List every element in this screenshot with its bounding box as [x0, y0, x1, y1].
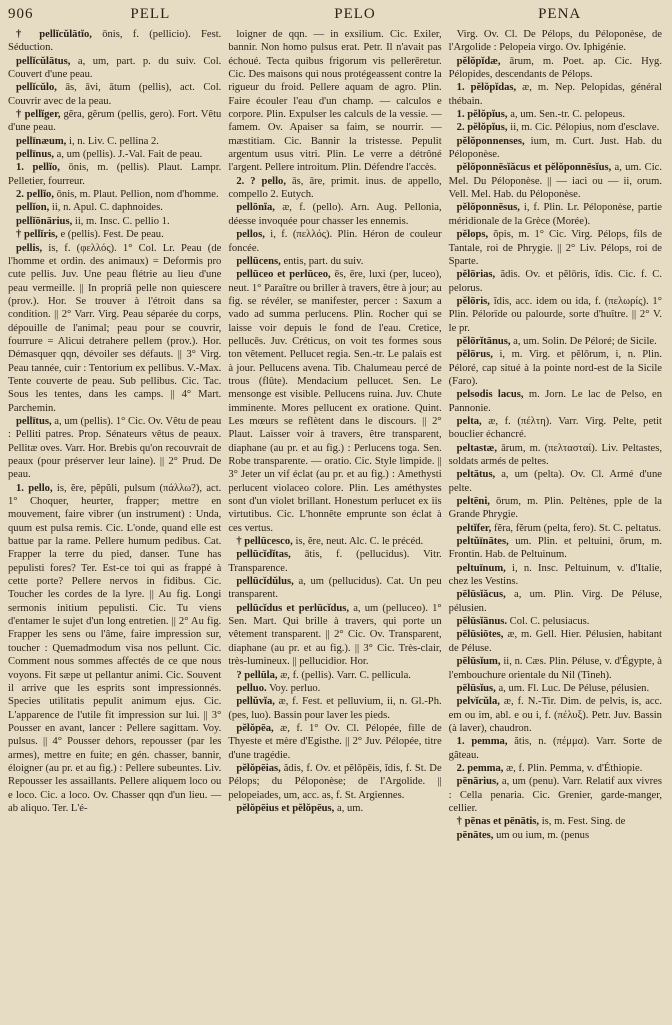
entry-definition: a, um (pelluceo). 1° Sen. Mart. Qui brille à travers, qui porte un vêtement transparent. || 2° Cic. Ov. Transparent, diaphane (au pr. et au fig.). || 3° Cic. Très-clair, très-lumineux. || pellucidior. Hor. — [228, 602, 442, 668]
dictionary-entry — [8, 161, 221, 188]
entry-definition: æ, f. 1° Ov. Cl. Pélopée, fille de Thyeste et mère d'Egisthe. || 2° Juv. Pélopée, titre d'une tragédie. — [228, 722, 442, 761]
dictionary-entry — [228, 762, 441, 802]
entry-headword: pellos, — [236, 229, 265, 241]
dictionary-entry — [449, 468, 662, 495]
entry-definition: i, f. Plin. Lr. Péloponèse, partie méridionale de la Grèce (Morée). — [448, 202, 662, 227]
dictionary-entry — [8, 215, 221, 228]
dictionary-entry — [449, 108, 662, 121]
entry-headword: 1. pello, — [16, 482, 53, 494]
entry-headword: peltŭīnātes, — [456, 536, 509, 548]
entry-headword: pĕlōrĭtānus, — [456, 335, 511, 347]
entry-definition: ii, n. Cæs. Plin. Péluse, v. d'Égypte, à l'embouchure orientale du Nil (Tineh). — [448, 656, 662, 681]
dictionary-entry — [449, 588, 662, 615]
entry-headword: 1. pĕlŏpĭdas, — [456, 82, 517, 94]
entry-definition: a, um (penu). Varr. Relatif aux vivres : Cella penaria. Cic. Grenier, garde-manger, cellier. — [448, 776, 662, 814]
dictionary-entry — [449, 442, 662, 469]
dictionary-entry — [449, 415, 662, 442]
dictionary-entry — [449, 762, 662, 775]
dictionary-entry — [228, 535, 441, 548]
column-3 — [449, 28, 662, 842]
dictionary-entry — [228, 268, 441, 535]
entry-definition: ōnis, m. (pellis). Plaut. Lampr. Pelletier, fourreur. — [8, 162, 222, 187]
entry-headword: † pellĭris, — [16, 229, 58, 241]
entry-definition: ātis, f. (pellucidus). Vitr. Transparence. — [228, 549, 442, 574]
entry-headword: pēlūsiōtes, — [456, 629, 504, 641]
dictionary-entry — [449, 348, 662, 388]
dictionary-entry — [228, 602, 441, 669]
entry-definition: ium, m. Curt. Just. Hab. du Péloponèse. — [448, 135, 662, 161]
entry-definition: e (pellis). Fest. De peau. — [60, 229, 164, 241]
dictionary-entry — [8, 135, 221, 148]
entry-definition: a, um, part. p. du suiv. Col. Couvert d'une peau. — [8, 55, 222, 81]
entry-definition: gĕra, gĕrum (pellis, gero). Fort. Vêtu d'une peau. — [8, 109, 222, 134]
dictionary-entry — [8, 201, 221, 214]
entry-definition: a, um. Fl. Luc. De Péluse, pélusien. — [498, 682, 650, 694]
entry-headword: pĕlŏpēa, — [236, 722, 274, 734]
entry-headword: 1. pemma, — [456, 736, 508, 748]
dictionary-entry — [449, 682, 662, 695]
entry-headword: pellūcĭdus et perlūcĭdus, — [236, 602, 350, 614]
entry-headword: pellĭcŭlo, — [16, 82, 57, 94]
entry-headword: pellīnæum, — [16, 135, 67, 147]
entry-headword: pĕlŏponnenses, — [456, 135, 525, 147]
entry-definition: ārum, m. (πελτασταί). Liv. Peltastes, soldats armés de peltes. — [448, 442, 662, 467]
dictionary-entry — [449, 695, 662, 735]
entry-headword: † pellĭger, — [16, 109, 61, 121]
entry-headword: pelvĭcŭla, — [456, 696, 500, 708]
entry-headword: pellĭōnārius, — [16, 215, 73, 227]
dictionary-entry — [449, 815, 662, 828]
running-head-middle: PELO — [334, 6, 376, 22]
entry-definition: is, ĕre, neut. Alc. C. le précéd. — [295, 536, 424, 548]
entry-headword: † pellĭcŭlātĭo, — [16, 29, 92, 40]
dictionary-entry — [449, 295, 662, 335]
dictionary-entry — [8, 482, 221, 816]
dictionary-entry — [8, 28, 221, 55]
entry-definition: æ, f. (pellis). Varr. C. pellicula. — [280, 669, 411, 681]
entry-definition: ārum, m. Poet. ap. Cic. Hyg. Pélopides, descendants de Pélops. — [448, 55, 662, 81]
dictionary-entry — [8, 148, 221, 161]
entry-headword: 1. pellĭo, — [16, 162, 60, 174]
entry-definition: a, um (pelta). Ov. Cl. Armé d'une pelte. — [448, 469, 662, 494]
entry-headword: peltēni, — [456, 496, 490, 508]
dictionary-entry — [449, 775, 662, 815]
entry-definition: æ, f. N.-Tir. Dim. de pelvis, is, acc. em ou im, abl. e ou i, f. (πέλυξ). Petr. Juv. Bassin (à laver), chaudron. — [448, 696, 662, 734]
entry-headword: peltātus, — [456, 469, 496, 481]
dictionary-entry — [449, 228, 662, 268]
entry-definition: ōnis, f. (pellicio). Fest. Séduction. — [8, 29, 222, 54]
entry-headword: pelluo. — [236, 682, 267, 694]
entry-definition: Voy. perluo. — [269, 682, 321, 694]
entry-headword: peltuīnum, — [456, 562, 506, 574]
dictionary-entry — [449, 628, 662, 655]
entry-headword: pellōnĭa, — [236, 202, 275, 214]
entry-definition: æ, m. Nep. Pelopidas, général thébain. — [448, 82, 662, 107]
entry-headword: pellūcens, — [236, 255, 281, 267]
entry-definition: æ, f. Plin. Pemma, v. d'Éthiopie. — [506, 762, 643, 774]
entry-headword: pĕlops, — [456, 229, 489, 241]
dictionary-entry — [228, 802, 441, 815]
entry-definition: ii, m. Insc. C. pellio 1. — [74, 215, 170, 227]
entry-headword: 2. ? pello, — [236, 175, 286, 187]
entry-definition: ădis. Ov. et pĕlōris, ĭdis. Cic. f. C. pelorus. — [448, 269, 662, 294]
entry-definition: ōnis, m. Plaut. Pellion, nom d'homme. — [56, 189, 219, 201]
entry-definition: æ, m. Gell. Hier. Pélusien, habitant de Péluse. — [448, 629, 662, 654]
entry-definition: is, ĕre, pĕpŭli, pulsum (πάλλω?), act. 1° Choquer, heurter, frapper; mettre en mouvement, faire vibrer (un instrument) : Unda, quum est pulsa remis. Cic. L'onde, quand elle est battue par la rame. Pellere humum pedibus. Cat. Frapper la terre du pied, danser. Tune has pepulisti fores? Ter. Est-ce toi qui as frappé à cette porte? Pellere nervos in fidibus. Cic. Toucher les cordes de la lyre. || Au fig. Longi sermonis initium pepulisti. Cic. Tu viens d'entamer le sujet d'un long entretien. || 2° Au fig. Frapper les sens ou l'âme, faire impression sur, toucher : Quemadmodum visa nos pellunt. Cic. Comment nous sommes affectés de ce que nous voyons. Fit sæpe ut pellantur animi. Cic. Souvent il arrive que les esprits sont impressionnés. Species utilitatis pepulit animum ejus. Cic. L'apparence de l'utile fit impression sur lui. || 3° Pousser en avant, lancer : Pellere sagittam. Voy. pulsus. || 4° Pousser dehors, repousser (par les armes), mettre en fuite; en gén. chasser, bannir, éloigner (au pr. et au fig.) : Pellere subeuntes. Liv. Repousser les assaillants. Pellere aliquem loco ou e loco. Cic. a loco. Ov. Chasser qqn d'un lieu. — ab aliquo. Ter. L'é- — [8, 482, 222, 814]
entry-headword: pēlūsĭăcus, — [456, 589, 506, 601]
entry-headword: pelta, — [456, 415, 482, 427]
entry-definition: æ, f. (pello). Arn. Aug. Pellonia, déesse invoquée pour chasser les ennemis. — [228, 202, 442, 227]
dictionary-entry — [449, 388, 662, 415]
dictionary-entry — [228, 575, 441, 602]
dictionary-entry — [228, 201, 441, 228]
dictionary-entry — [8, 81, 221, 108]
entry-headword: 2. pellĭo, — [16, 189, 54, 201]
entry-headword: pĕlŏpēius et pĕlŏpēus, — [236, 802, 335, 814]
entry-definition: i, f. (πελλός). Plin. Héron de couleur foncée. — [228, 229, 442, 254]
entry-definition: a, um (pellis). J.-Val. Fait de peau. — [56, 149, 203, 161]
dictionary-entry — [449, 735, 662, 762]
entry-headword: pellĭon, — [16, 202, 50, 214]
column-2 — [228, 28, 441, 842]
running-head-left: PELL — [130, 6, 171, 22]
entry-headword: pēlūsĭus, — [456, 682, 496, 694]
entry-definition: i, m. Virg. et pĕlōrum, i, n. Plin. Péloré, cap situé à la pointe nord-est de la Sicile (Faro). — [448, 349, 662, 387]
entry-definition: loigner de qqn. — in exsilium. Cic. Exiler, bannir. Non homo pulsus erat. Petr. Il n'avait pas échoué. Tecta quibus frigorum vis pellerēretur. Cic. Des maisons qui nous protégeassent contre la rigueur du froid. Pellere aquam de agro. Plin. Faire écouler l'eau d'un champ. — calculos e corpore. Plin. Expulser les calculs de la vessie. — famem. Ov. Apaiser sa faim, se nourrir. — mæstitiam. Cic. Bannir la tristesse. Pepulit argentum usus vitri. Plin. Le verre a détrôné l'argent. Pellere introitum. Plin. Défendre l'accès. — [228, 29, 442, 174]
dictionary-entry — [228, 695, 441, 722]
dictionary-entry — [449, 268, 662, 295]
entry-headword: pellūcĭdŭlus, — [236, 576, 294, 588]
entry-definition: a, um. Plin. Virg. De Péluse, pélusien. — [448, 589, 662, 614]
dictionary-entry — [449, 522, 662, 535]
entry-definition: is, f. (φελλός). 1° Col. Lr. Peau (de l'homme et ordin. des animaux) = Deformis pro cute pellis. Juv. Une peau flétrie au lieu d'une peau vermeille. || In propriā pelle non quiescere (prov.). Hor. Se trouver à l'étroit dans sa condition. || 2° Varr. Virg. Peau séparée du corps, dépouille de l'animal; peau pour se couvrir, fourrure = Alicui detrahere pellem (prov.). Hor. Démasquer qqn, dévoiler ses défauts. || 3° Virg. Peau tannée, cuir : Tentorium ex pellibus. V.-Max. Tente couverte de peau. Sub pellibus. Cic. Tac. Sous les tentes, dans les camps. || 4° Mart. Parchemin. — [8, 242, 222, 414]
entry-definition: Virg. Ov. Cl. De Pélops, du Péloponèse, de l'Argolide : Pelopeia virgo. Ov. Iphigénie. — [448, 29, 662, 54]
dictionary-entry — [8, 415, 221, 482]
entry-headword: pellūceo et perlūceo, — [236, 269, 331, 281]
entry-definition: um ou ium, m. (penus — [496, 829, 590, 841]
entry-headword: 2. pemma, — [456, 762, 504, 774]
entry-definition: Col. C. pelusiacus. — [509, 616, 590, 628]
entry-headword: pellītus, — [16, 415, 52, 427]
dictionary-entry — [8, 108, 221, 135]
entry-headword: pēlūsĭum, — [456, 656, 501, 668]
dictionary-entry — [8, 242, 221, 415]
entry-headword: pĕlōris, — [456, 295, 490, 307]
entry-headword: pellīnus, — [16, 149, 54, 161]
entry-definition: i, n. Insc. Peltuinum, v. d'Italie, chez les Vestins. — [448, 562, 662, 588]
dictionary-entry — [228, 722, 441, 762]
dictionary-entry — [228, 28, 441, 175]
entry-headword: 1. pĕlŏpĭus, — [456, 109, 508, 121]
entry-headword: peltastæ, — [456, 442, 497, 454]
entry-definition: ătis, n. (πέμμα). Varr. Sorte de gâteau. — [448, 736, 662, 761]
entry-headword: pellis, — [16, 242, 43, 254]
entry-definition: a, um. — [337, 802, 364, 814]
dictionary-entry — [449, 135, 662, 162]
dictionary-entry — [449, 335, 662, 348]
entry-definition: ii, m. Cic. Pélopius, nom d'esclave. — [510, 122, 660, 134]
dictionary-entry — [228, 682, 441, 695]
entry-headword: pellūcĭdĭtas, — [236, 549, 291, 561]
entry-definition: a, um. Solin. De Péloré; de Sicile. — [513, 335, 657, 347]
dictionary-entry — [449, 562, 662, 589]
entry-definition: ōrum, m. Plin. Peltènes, pple de la Grande Phrygie. — [448, 496, 662, 521]
entry-definition: æ, f. Fest. et pelluvium, ii, n. Gl.-Ph. (pes, luo). Bassin pour laver les pieds. — [228, 696, 442, 721]
entry-definition: a, um. Sen.-tr. C. pelopeus. — [510, 109, 626, 121]
running-head-right: PENA — [538, 6, 582, 22]
entry-headword: pēnātes, — [456, 829, 494, 841]
dictionary-entry — [449, 535, 662, 562]
entry-headword: 2. pĕlŏpĭus, — [456, 122, 508, 134]
entry-headword: pĕlŏpĭdæ, — [456, 55, 501, 67]
entry-definition: ădis, f. Ov. et pĕlŏpēis, ĭdis, f. St. De Pélops; du Péloponèse; de l'Argolide. || pelopeiades, um, acc. as, f. St. Argiennes. — [228, 762, 442, 801]
entry-definition: fĕra, fĕrum (pelta, fero). St. C. peltatus. — [493, 522, 662, 534]
column-1 — [8, 28, 221, 842]
entry-headword: † pēnas et pēnātis, — [456, 816, 540, 828]
entry-headword: pĕlŏponnēsĭăcus et pĕlŏponnēsĭus, — [456, 162, 612, 174]
entry-definition: a, um (pellucidus). Cat. Un peu transparent. — [228, 576, 442, 601]
page-header — [8, 6, 662, 26]
dictionary-entry — [449, 655, 662, 682]
entry-definition: æ, f. (πέλτη). Varr. Virg. Pelte, petit bouclier échancré. — [448, 415, 662, 441]
entry-definition: ās, āvi, ātum (pellis), act. Col. Couvrir avec de la peau. — [8, 82, 222, 107]
dictionary-entry — [8, 188, 221, 201]
entry-definition: ēs, ēre, luxi (per, luceo), neut. 1° Paraître ou briller à travers, être à jour; au fig. se révéler, se manifester, percer : Saxum a vado ad summa perlucens. Plin. Rocher qui se laisse voir depuis le fond de l'eau. Cretice, pellucēs. Juv. Créticus, on voit tes formes sous ton vêtement. Pellucet regia. Sen.-tr. Le palais est à jour. Pellucens avena. Tib. Chalumeau percé de trous (flûte). Mendacium pellucet. Sen. Le mensonge est visible. Pellucens ruina. Juv. Chute imminente. Mores pellucent ex oratione. Quint. Les mœurs se reflètent dans le discours. || 2° Plaut. Laisser voir à travers, être transparent, diaphane (au pr. et au fig.) : Perlucens toga. Sen. Robe transparente. — oratio. Cic. Style limpide. || 3° Jeter un vif éclat (au pr. et au fig.) : Amethysti perlucent violaceo colore. Plin. Les améthystes sont d'un violet brillant. Honestum perlucet ex iis virtutibus. Cic. L'honnête emprunte son éclat à ces vertus. — [228, 269, 442, 534]
entry-definition: ii, n. Apul. C. daphnoides. — [51, 202, 163, 214]
entry-definition: is, m. Fest. Sing. de — [541, 816, 626, 828]
entry-headword: pelsodis lacus, — [456, 389, 524, 401]
dictionary-entry — [449, 615, 662, 628]
dictionary-entry — [449, 201, 662, 228]
dictionary-entry — [228, 669, 441, 682]
dictionary-entry — [449, 55, 662, 82]
dictionary-entry — [449, 121, 662, 134]
entry-headword: † pellūcesco, — [236, 536, 293, 548]
entry-definition: a, um (pellis). 1° Cic. Ov. Vêtu de peau : Pelliti patres. Prop. Sénateurs vêtus de peaux. Pellitæ oves. Varr. Hor. Brebis qu'on recouvrait de peaux (pour préserver leur laine). || 2° Prud. De peau. — [8, 415, 222, 481]
dictionary-entry — [228, 175, 441, 202]
dictionary-entry — [449, 495, 662, 522]
entry-headword: pēlūsĭānus. — [456, 616, 508, 628]
entry-headword: pēnārius, — [456, 776, 499, 788]
entry-headword: pĕlŏponnēsus, — [456, 202, 520, 214]
entry-headword: ? pellūla, — [236, 669, 278, 681]
dictionary-entry — [8, 55, 221, 82]
entry-headword: pĕlōrias, — [456, 269, 496, 281]
entry-headword: pellĭcŭlātus, — [16, 55, 71, 67]
entry-headword: pellŭvĭa, — [236, 696, 275, 708]
dictionary-columns — [8, 28, 662, 842]
dictionary-entry — [228, 548, 441, 575]
dictionary-entry — [8, 228, 221, 241]
page-number: 906 — [8, 6, 34, 22]
dictionary-entry — [449, 81, 662, 108]
entry-headword: peltĭfer, — [456, 522, 492, 534]
entry-definition: um. Plin. et peltuini, ōrum, m. Frontin. Hab. de Peltuinum. — [448, 536, 662, 561]
dictionary-entry — [228, 228, 441, 255]
entry-definition: i, n. Liv. C. pellina 2. — [69, 135, 159, 147]
dictionary-entry — [449, 28, 662, 55]
entry-headword: pĕlōrus, — [456, 349, 493, 361]
entry-definition: a, um. Cic. Mel. Du Péloponèse. || — iaci ou — ii, orum. Vell. Mel. Hab. du Péloponèse. — [448, 162, 662, 201]
entry-definition: entis, part. du suiv. — [283, 255, 364, 267]
entry-definition: ŏpis, m. 1° Cic. Virg. Pélops, fils de Tantale, roi de Phrygie. || 2° Liv. Pélops, roi de Sparte. — [448, 229, 662, 267]
entry-definition: ās, āre, primit. inus. de appello, compello 2. Eutych. — [228, 175, 442, 201]
dictionary-entry — [449, 161, 662, 201]
entry-definition: m. Jorn. Le lac de Pelso, en Pannonie. — [448, 389, 662, 414]
dictionary-entry — [228, 255, 441, 268]
entry-headword: pĕlŏpēias, — [236, 762, 281, 774]
entry-definition: ĭdis, acc. idem ou ida, f. (πελωρίς). 1° Plin. Pélorïde ou palourde, sorte d'huître. || 2° V. le pr. — [448, 295, 662, 334]
dictionary-entry — [449, 829, 662, 842]
